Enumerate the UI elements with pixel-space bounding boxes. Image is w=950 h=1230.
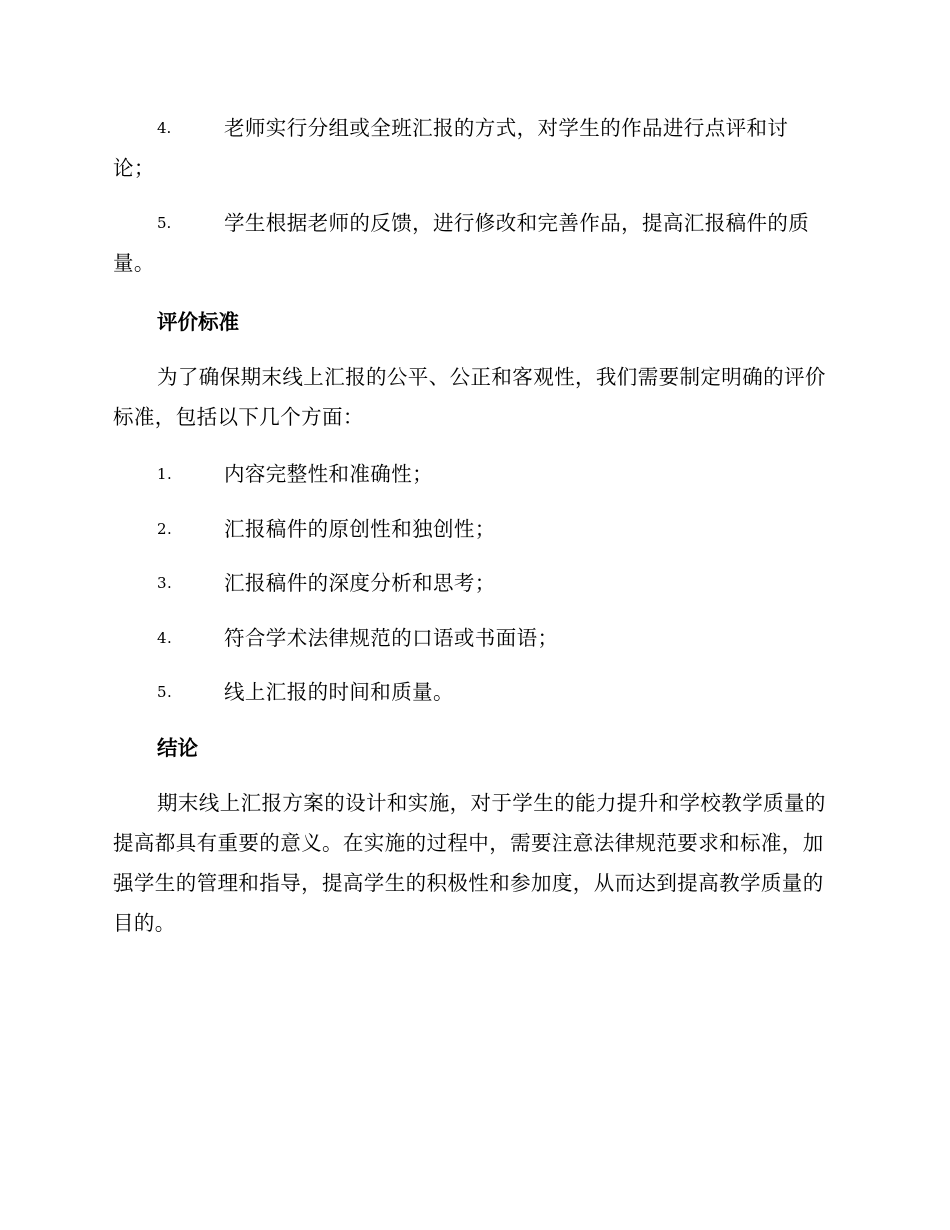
list-number: 5. — [157, 683, 173, 701]
list-item-text-line2: 量。 — [113, 251, 155, 275]
list-item-text: 内容完整性和准确性； — [224, 462, 433, 486]
process-item-4 — [113, 108, 835, 188]
list-item-text: 汇报稿件的原创性和独创性； — [224, 517, 496, 541]
list-item-text: 符合学术法律规范的口语或书面语； — [224, 626, 559, 650]
evaluation-intro-paragraph: 为了确保期末线上汇报的公平、公正和客观性，我们需要制定明确的评价标准，包括以下几个方面： — [113, 365, 826, 429]
list-number: 3. — [157, 574, 173, 592]
section-heading-conclusion: 结论 — [157, 736, 198, 760]
list-item-text: 线上汇报的时间和质量。 — [224, 680, 454, 704]
process-item-5 — [113, 203, 835, 283]
list-number: 4. — [157, 629, 173, 647]
conclusion-paragraph: 期末线上汇报方案的设计和实施，对于学生的能力提升和学校教学质量的提高都具有重要的意义。在实施的过程中，需要注意法律规范要求和标准，加强学生的管理和指导，提高学生的积极性和参加度，从而达到提高教学质量的目的。 — [113, 791, 826, 935]
list-item-text-line2: 论； — [113, 156, 155, 180]
list-item-text: 汇报稿件的深度分析和思考； — [224, 571, 496, 595]
list-number: 5. — [157, 214, 172, 232]
list-number: 1. — [157, 465, 173, 483]
list-item-text-line1: 学生根据老师的反馈，进行修改和完善作品，提高汇报稿件的质 — [224, 211, 810, 235]
list-item-text-line1: 老师实行分组或全班汇报的方式，对学生的作品进行点评和讨 — [224, 116, 789, 140]
section-heading-evaluation: 评价标准 — [157, 310, 239, 334]
list-number: 4. — [157, 119, 172, 137]
list-number: 2. — [157, 520, 173, 538]
